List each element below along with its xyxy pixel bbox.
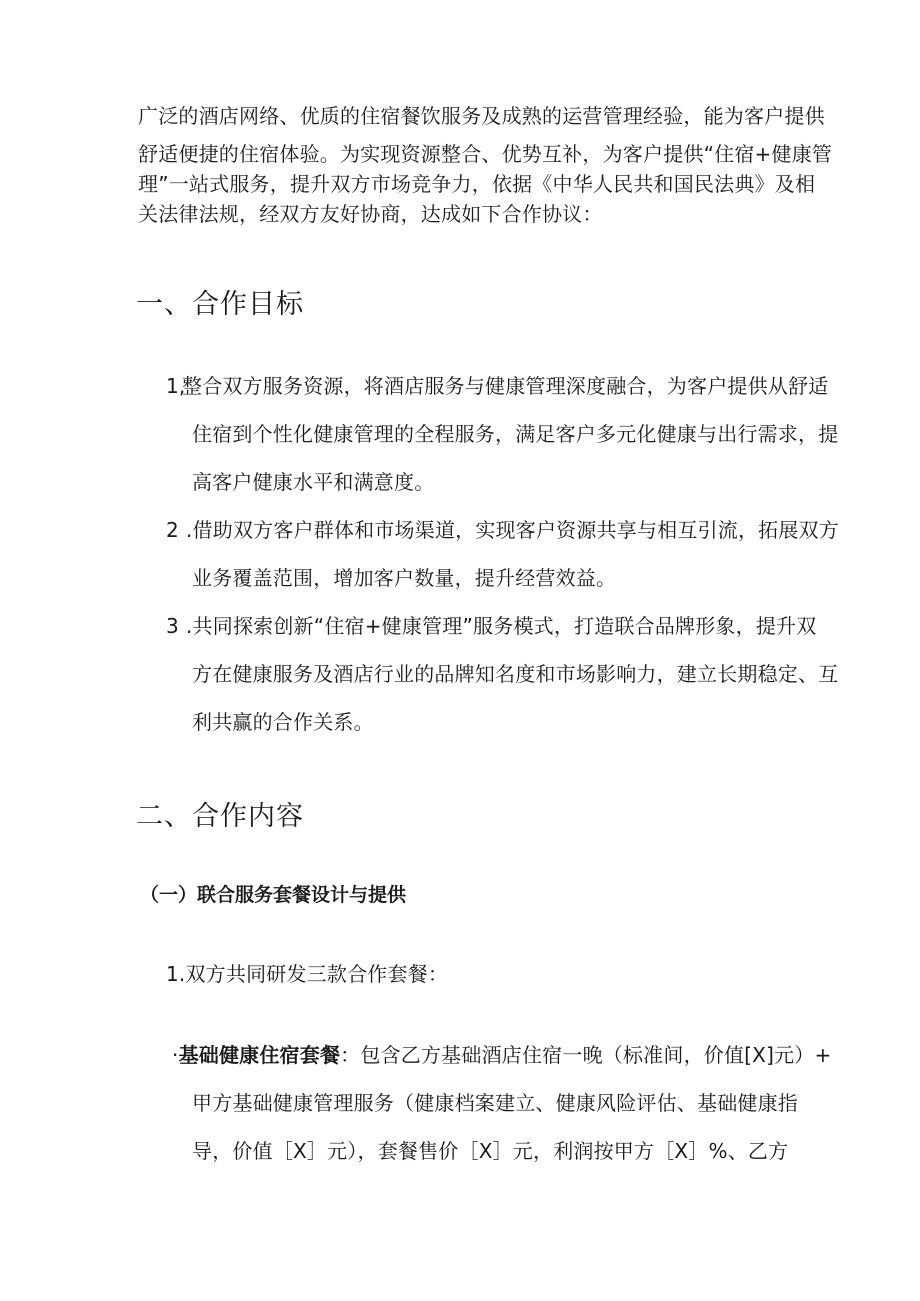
goal-item-2-line-2: 业务覆盖范围，增加客户数量，提升经营效益。 (192, 566, 617, 590)
package-description-start: ：包含乙方基础酒店住宿一晚（标准间，价值[X]元）+ (340, 1043, 832, 1067)
package-name: 基础健康住宿套餐 (178, 1043, 341, 1067)
goal-item-2-number: 2 (166, 518, 179, 542)
package-line-1 (172, 1043, 831, 1067)
package-line-2: 甲方基础健康管理服务（健康档案建立、健康风险评估、基础健康指 (192, 1091, 798, 1115)
intro-line-4: 关法律法规，经双方友好协商，达成如下合作协议： (138, 202, 603, 226)
goal-item-3-line-3: 利共赢的合作关系。 (192, 710, 374, 734)
goal-item-1-line-2: 住宿到个性化健康管理的全程服务，满足客户多元化健康与出行需求，提 (192, 422, 839, 446)
intro-line-1: 广泛的酒店网络、优质的住宿餐饮服务及成熟的运营管理经验，能为客户提供 (138, 104, 825, 128)
section-heading-goals: 一、合作目标 (136, 289, 304, 320)
goal-item-1-line-1: 整合双方服务资源，将酒店服务与健康管理深度融合，为客户提供从舒适 (182, 374, 829, 398)
section-heading-content: 二、合作内容 (136, 801, 304, 832)
intro-line-2: 舒适便捷的住宿体验。为实现资源整合、优势互补，为客户提供“住宿+健康管 (138, 142, 833, 166)
goal-item-2-line-1: .借助双方客户群体和市场渠道，实现客户资源共享与相互引流，拓展双方 (186, 518, 839, 542)
goal-item-1-number: 1, (166, 374, 186, 398)
package-line-3: 导，价值［X］元），套餐售价［X］元，利润按甲方［X］%、乙方 (192, 1139, 789, 1163)
content-item-1: 1.双方共同研发三款合作套餐： (166, 962, 449, 986)
goal-item-3-line-1: .共同探索创新“住宿+健康管理”服务模式，打造联合品牌形象，提升双 (186, 614, 817, 638)
goal-item-3-line-2: 方在健康服务及酒店行业的品牌知名度和市场影响力，建立长期稳定、互 (192, 662, 839, 686)
goal-item-3-number: 3 (166, 614, 179, 638)
intro-line-3: 理”一站式服务，提升双方市场竞争力，依据《中华人民共和国民法典》及相 (138, 172, 816, 196)
subsection-heading-packages: （一）联合服务套餐设计与提供 (140, 884, 407, 906)
goal-item-1-line-3: 高客户健康水平和满意度。 (192, 470, 435, 494)
bullet-dot: · (172, 1043, 179, 1067)
